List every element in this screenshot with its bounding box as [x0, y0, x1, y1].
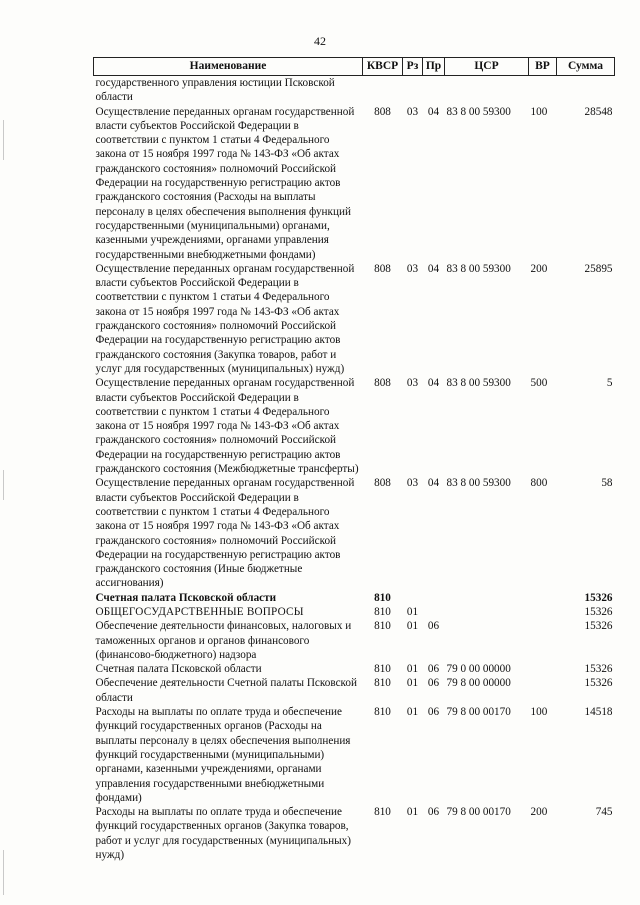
cell-vr: 200: [530, 262, 548, 275]
cell-sum: 58: [601, 477, 613, 490]
cell-vr: 100: [530, 105, 548, 118]
cell-vr: 800: [530, 477, 548, 490]
cell-sum: [557, 76, 615, 105]
cell-kvsr: 810: [374, 677, 391, 690]
cell-csr: 83 8 00 59300: [446, 377, 511, 390]
cell-csr: 79 0 00 00000: [446, 663, 511, 676]
cell-name: Счетная палата Псковской области: [95, 663, 262, 676]
cell-pr: 06: [427, 663, 440, 676]
table-row: [94, 262, 615, 376]
cell-name: Счетная палата Псковской области: [95, 591, 277, 604]
cell-name: Обеспечение деятельности Счетной палаты Псковской области: [95, 677, 357, 704]
cell-pr: 06: [427, 806, 440, 819]
cell-sum: 14518: [584, 706, 613, 719]
table-row: [94, 76, 615, 105]
header-kvsr: КВСР: [363, 58, 403, 76]
cell-csr: [445, 76, 529, 105]
header-name: Наименование: [94, 58, 363, 76]
cell-kvsr: 808: [374, 377, 391, 390]
cell-kvsr: 808: [374, 477, 391, 490]
cell-vr: [529, 591, 557, 605]
cell-csr: 79 8 00 00000: [446, 677, 511, 690]
cell-name: Обеспечение деятельности финансовых, налоговых и таможенных органов и органов финансового (финансово-бюджетного) надзора: [95, 620, 352, 661]
cell-rz: 03: [406, 477, 419, 490]
cell-csr: 79 8 00 00170: [446, 806, 511, 819]
cell-vr: [529, 76, 557, 105]
cell-pr: 06: [427, 620, 440, 633]
table-row: [94, 619, 615, 662]
cell-sum: 15326: [584, 605, 613, 618]
cell-name: Осуществление переданных органам государственной власти субъектов Российской Федерации в соответствии с пунктом 1 статьи 4 Федерального закона от 15 ноября 1997 года № 143-ФЗ «Об актах гражданского состояния» полномочий Российской Федерации на государственную регистрацию актов гражданского состояния (Межбюджетные трансферты): [95, 377, 359, 476]
cell-vr: [529, 619, 557, 662]
cell-name: государственного управления юстиции Псковской области: [95, 77, 335, 104]
cell-name: ОБЩЕГОСУДАРСТВЕННЫЕ ВОПРОСЫ: [95, 605, 304, 618]
cell-rz: 01: [406, 806, 419, 819]
cell-rz: 01: [406, 677, 419, 690]
cell-vr: [529, 676, 557, 705]
cell-sum: 15326: [584, 677, 613, 690]
cell-kvsr: 810: [374, 591, 391, 604]
cell-pr: [423, 76, 445, 105]
cell-name: Расходы на выплаты по оплате труда и обеспечение функций государственных органов (Закупка товаров, работ и услуг для государственных (муниципальных) нужд): [95, 806, 351, 862]
cell-csr: [445, 591, 529, 605]
table-row: [94, 676, 615, 705]
cell-csr: [445, 605, 529, 619]
cell-kvsr: 810: [374, 706, 391, 719]
cell-csr: 83 8 00 59300: [446, 262, 511, 275]
cell-rz: 03: [406, 377, 419, 390]
budget-table: [93, 57, 615, 862]
cell-sum: 15326: [584, 591, 613, 604]
table-body: [94, 76, 615, 863]
scan-edge-mark: [3, 120, 4, 160]
cell-rz: 03: [406, 105, 419, 118]
cell-name: Расходы на выплаты по оплате труда и обеспечение функций государственных органов (Расходы на выплаты персоналу в целях обеспечения выполнения функций государственными (муниципальными) органами, казенными учреждениями, органами управления государственными внебюджетными фондами): [95, 706, 351, 804]
cell-vr: 500: [530, 377, 548, 390]
scan-edge-mark: [3, 850, 4, 895]
table-row: [94, 805, 615, 862]
cell-rz: [403, 591, 423, 605]
table-row: [94, 105, 615, 262]
cell-pr: 04: [427, 105, 440, 118]
cell-rz: 01: [406, 663, 419, 676]
cell-sum: 5: [606, 377, 613, 390]
cell-pr: 04: [427, 477, 440, 490]
cell-kvsr: 808: [374, 262, 391, 275]
cell-kvsr: 810: [374, 663, 391, 676]
cell-pr: 04: [427, 377, 440, 390]
cell-name: Осуществление переданных органам государственной власти субъектов Российской Федерации в соответствии с пунктом 1 статьи 4 Федерального закона от 15 ноября 1997 года № 143-ФЗ «Об актах гражданского состояния» полномочий Российской Федерации на государственную регистрацию актов гражданского состояния (Закупка товаров, работ и услуг для государственных (муниципальных) нужд): [95, 262, 355, 375]
table-row: [94, 662, 615, 676]
table-row: [94, 376, 615, 476]
cell-vr: [529, 662, 557, 676]
cell-vr: 100: [530, 706, 548, 719]
table-row: [94, 476, 615, 590]
cell-csr: 83 8 00 59300: [446, 105, 511, 118]
cell-rz: 03: [406, 262, 419, 275]
cell-rz: 01: [406, 620, 419, 633]
cell-sum: 28548: [584, 105, 613, 118]
cell-sum: 745: [595, 806, 613, 819]
table-header-row: [94, 58, 615, 76]
cell-rz: 01: [406, 605, 419, 618]
cell-pr: 06: [427, 706, 440, 719]
cell-pr: [423, 591, 445, 605]
cell-rz: [403, 76, 423, 105]
scan-edge-mark: [3, 470, 4, 500]
cell-name: Осуществление переданных органам государственной власти субъектов Российской Федерации в соответствии с пунктом 1 статьи 4 Федерального закона от 15 ноября 1997 года № 143-ФЗ «Об актах гражданского состояния» полномочий Российской Федерации на государственную регистрацию актов гражданского состояния (Иные бюджетные ассигнования): [95, 477, 355, 590]
table-row: [94, 705, 615, 805]
cell-vr: [529, 605, 557, 619]
cell-rz: 01: [406, 706, 419, 719]
cell-kvsr: 808: [374, 105, 391, 118]
cell-csr: [445, 619, 529, 662]
header-sum: Сумма: [557, 58, 615, 76]
cell-csr: 83 8 00 59300: [446, 477, 511, 490]
cell-sum: 15326: [584, 620, 613, 633]
header-rz: Рз: [403, 58, 423, 76]
header-vr: ВР: [529, 58, 557, 76]
cell-kvsr: 810: [374, 605, 391, 618]
table-row: [94, 591, 615, 605]
header-pr: Пр: [423, 58, 445, 76]
cell-kvsr: 810: [374, 806, 391, 819]
table-row: [94, 605, 615, 619]
cell-sum: 25895: [584, 262, 613, 275]
cell-sum: 15326: [584, 663, 613, 676]
header-csr: ЦСР: [445, 58, 529, 76]
cell-name: Осуществление переданных органам государственной власти субъектов Российской Федерации в соответствии с пунктом 1 статьи 4 Федерального закона от 15 ноября 1997 года № 143-ФЗ «Об актах гражданского состояния» полномочий Российской Федерации на государственную регистрацию актов гражданского состояния (Расходы на выплаты персоналу в целях обеспечения выполнения функций государственными (муниципальными) органами, казенными учреждениями, органами управления государственными внебюджетными фондами): [95, 105, 355, 261]
cell-pr: 04: [427, 262, 440, 275]
cell-vr: 200: [530, 806, 548, 819]
cell-kvsr: 810: [374, 620, 391, 633]
page-number: 42: [314, 34, 326, 48]
cell-pr: 06: [427, 677, 440, 690]
cell-kvsr: [363, 76, 403, 105]
cell-csr: 79 8 00 00170: [446, 706, 511, 719]
cell-pr: [423, 605, 445, 619]
